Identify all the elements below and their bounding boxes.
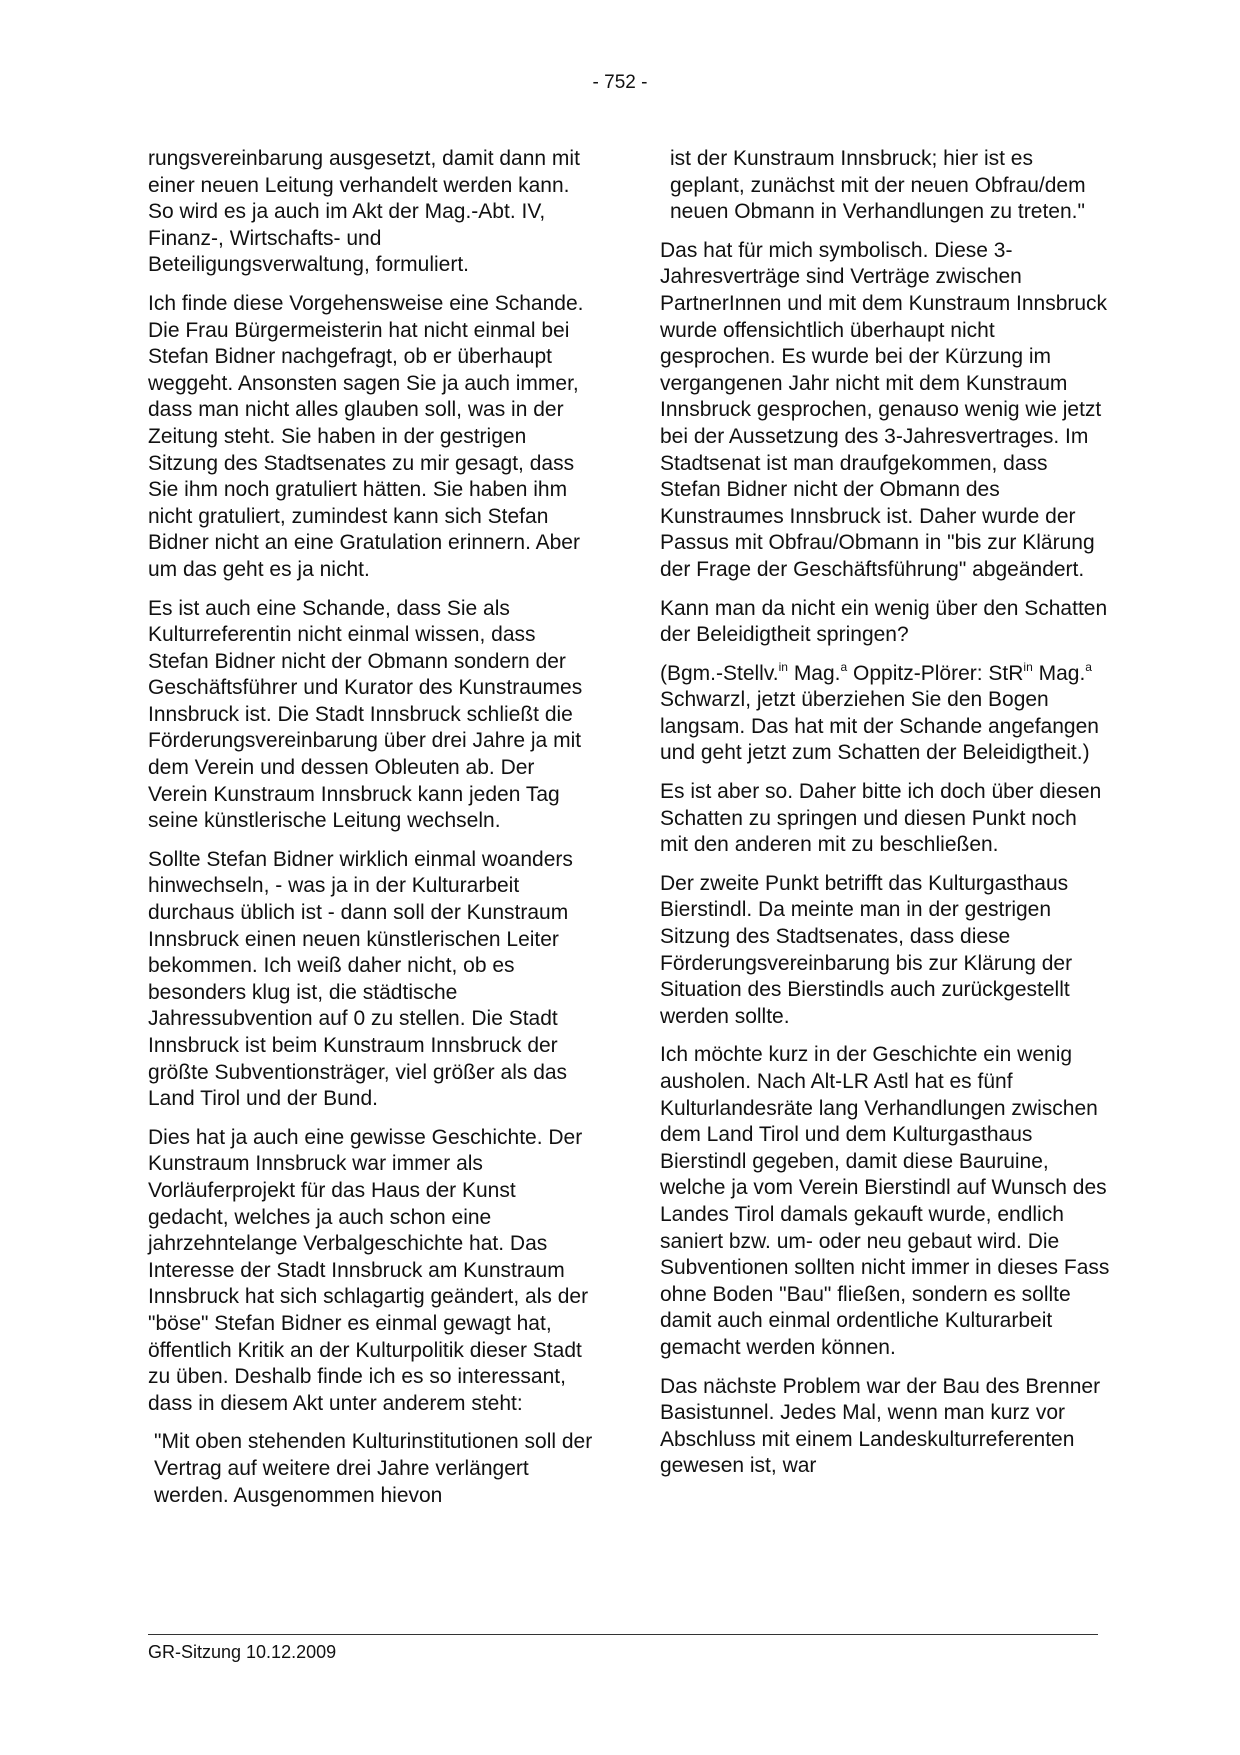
interjection	[660, 661, 1110, 767]
footer-text: GR-Sitzung 10.12.2009	[148, 1642, 337, 1662]
interjection-part-a: (Bgm.-Stellv.	[660, 661, 779, 685]
footer-divider	[148, 1634, 1098, 1635]
right-paragraph-6: Das nächste Problem war der Bau des Brenner Basistunnel. Jedes Mal, wenn man kurz vor Abschluss mit einem Landeskulturreferenten gewesen ist, war	[660, 1374, 1101, 1478]
superscript: in	[778, 659, 788, 674]
interjection-part-b: Mag.	[787, 661, 841, 685]
superscript: in	[1023, 659, 1033, 674]
interjection-part-d: Mag.	[1032, 661, 1086, 685]
left-paragraph-4: Sollte Stefan Bidner wirklich einmal woanders hinwechseln, - was ja in der Kulturarbeit durchaus üblich ist - dann soll der Kunstraum Innsbruck einen neuen künstlerischen Leiter bekommen. Ich weiß daher nicht, ob es besonders klug ist, die städtische Jahressubvention auf 0 zu stellen. Die Stadt Innsbruck ist beim Kunstraum Innsbruck der größte Subventionsträger, viel größer als das Land Tirol und der Bund.	[148, 847, 573, 1111]
left-paragraph-2: Ich finde diese Vorgehensweise eine Schande. Die Frau Bürgermeisterin hat nicht einmal bei Stefan Bidner nachgefragt, ob er überhaupt weggeht. Ansonsten sagen Sie ja auch immer, dass man nicht alles glauben soll, was in der Zeitung steht. Sie haben in der gestrigen Sitzung des Stadtsenates zu mir gesagt, dass Sie ihm noch gratuliert hätten. Sie haben ihm nicht gratuliert, zumindest kann sich Stefan Bidner nicht an eine Gratulation erinnern. Aber um das geht es ja nicht.	[148, 291, 584, 581]
right-paragraph-5: Ich möchte kurz in der Geschichte ein wenig ausholen. Nach Alt-LR Astl hat es fünf Kulturlandesräte lang Verhandlungen zwischen dem Land Tirol und dem Kulturgasthaus Bierstindl gegeben, damit diese Bauruine, welche ja vom Verein Bierstindl auf Wunsch des Landes Tirol damals gekauft wurde, endlich saniert bzw. um- oder neu gebaut wird. Die Subventionen sollten nicht immer in dieses Fass ohne Boden "Bau" fließen, sondern es sollte damit auch einmal ordentliche Kulturarbeit gemacht werden können.	[660, 1043, 1110, 1359]
right-paragraph-1: Das hat für mich symbolisch. Diese 3-Jahresverträge sind Verträge zwischen PartnerInnen und mit dem Kunstraum Innsbruck wurde offensichtlich überhaupt nicht gesprochen. Es wurde bei der Kürzung im vergangenen Jahr nicht mit dem Kunstraum Innsbruck gesprochen, genauso wenig wie jetzt bei der Aussetzung des 3-Jahresvertrages. Im Stadtsenat ist man draufgekommen, dass Stefan Bidner nicht der Obmann des Kunstraumes Innsbruck ist. Daher wurde der Passus mit Obfrau/Obmann in "bis zur Klärung der Frage der Geschäftsführung" abgeändert.	[660, 238, 1108, 581]
left-paragraph-3: Es ist auch eine Schande, dass Sie als Kulturreferentin nicht einmal wissen, dass Stefan Bidner nicht der Obmann sondern der Geschäftsführer und Kurator des Kunstraumes Innsbruck ist. Die Stadt Innsbruck schließt die Förderungsvereinbarung über drei Jahre ja mit dem Verein und dessen Obleuten ab. Der Verein Kunstraum Innsbruck kann jeden Tag seine künstlerische Leitung wechseln.	[148, 596, 583, 833]
interjection-part-c: Oppitz-Plörer: StR	[847, 661, 1024, 685]
right-column	[660, 146, 1110, 1492]
interjection-part-e: Schwarzl, jetzt überziehen Sie den Bogen langsam. Das hat mit der Schande angefangen und geht jetzt zum Schatten der Beleidigtheit.)	[660, 688, 1099, 765]
right-quote-end: ist der Kunstraum Innsbruck; hier ist es geplant, zunächst mit der neuen Obfrau/dem neuen Obmann in Verhandlungen zu treten."	[670, 147, 1086, 224]
page-number: - 752 -	[592, 72, 648, 93]
superscript: a	[1085, 659, 1092, 674]
left-column	[148, 146, 596, 1521]
left-quote-start: "Mit oben stehenden Kulturinstitutionen soll der Vertrag auf weitere drei Jahre verlängert werden. Ausgenommen hievon	[154, 1430, 593, 1507]
right-paragraph-2: Kann man da nicht ein wenig über den Schatten der Beleidigtheit springen?	[660, 596, 1108, 647]
left-paragraph-5: Dies hat ja auch eine gewisse Geschichte. Der Kunstraum Innsbruck war immer als Vorläuferprojekt für das Haus der Kunst gedacht, welches ja auch schon eine jahrzehntelange Verbalgeschichte hat. Das Interesse der Stadt Innsbruck am Kunstraum Innsbruck hat sich schlagartig geändert, als der "böse" Stefan Bidner es einmal gewagt hat, öffentlich Kritik an der Kulturpolitik dieser Stadt zu üben. Deshalb finde ich es so interessant, dass in diesem Akt unter anderem steht:	[148, 1125, 589, 1415]
left-paragraph-1: rungsvereinbarung ausgesetzt, damit dann mit einer neuen Leitung verhandelt werden kann. So wird es ja auch im Akt der Mag.-Abt. IV, Finanz-, Wirtschafts- und Beteiligungsverwaltung, formuliert.	[148, 147, 580, 277]
right-paragraph-3: Es ist aber so. Daher bitte ich doch über diesen Schatten zu springen und diesen Punkt noch mit den anderen mit zu beschließen.	[660, 780, 1102, 857]
superscript: a	[840, 659, 848, 674]
right-paragraph-4: Der zweite Punkt betrifft das Kulturgasthaus Bierstindl. Da meinte man in der gestrigen Sitzung des Stadtsenates, dass diese Förderungsvereinbarung bis zur Klärung der Situation des Bierstindls auch zurückgestellt werden sollte.	[660, 871, 1073, 1028]
